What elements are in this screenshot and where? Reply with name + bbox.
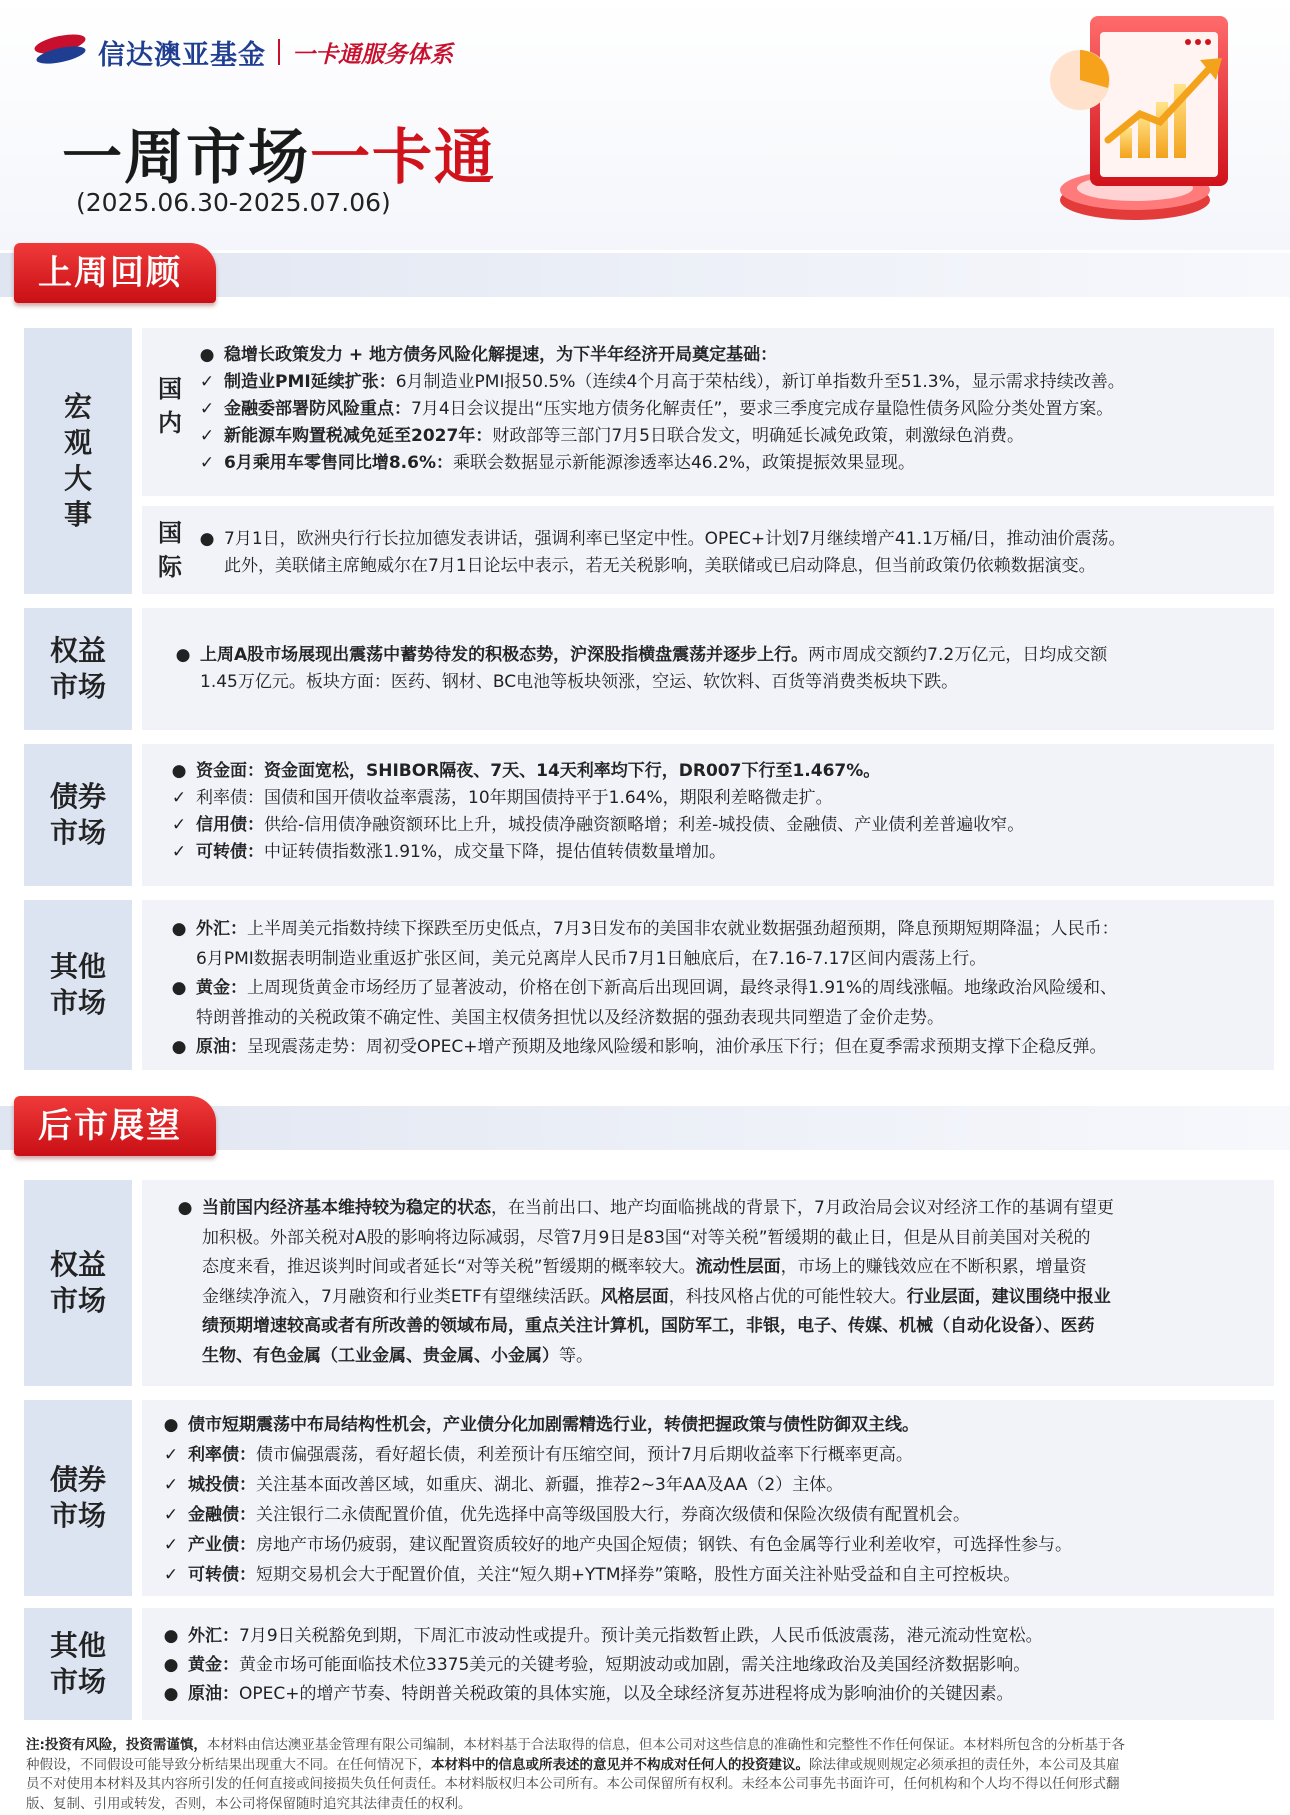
bullet-icon: ● [171,919,187,939]
list-item: ● 上周A股市场展现出震荡中蓄势待发的积极态势，沪深股指横盘震荡并逐步上行。两市周成交额约7.2万亿元，日均成交额 [168,642,1274,669]
list-item-cont: 态度来看，推迟谈判时间或者延长“对等关税”暂缓期的概率较大。流动性层面，市场上的赚钱效应在不断积累，增量资 [202,1257,1087,1277]
service-name: 一卡通服务体系 [292,41,453,68]
macro-domestic-box [142,328,1274,496]
label-equity: 权益 市场 [24,608,132,730]
bullet-icon: ● [163,1655,179,1675]
check-icon: ✓ [199,399,215,419]
section-banner-review [0,243,1290,303]
check-icon: ✓ [199,426,215,446]
list-item-cont: 加积极。外部关税对A股的影响将边际减弱，尽管7月9日是83国“对等关税”暂缓期的截止日，但是从目前美国对关税的 [202,1227,1091,1248]
section-title: 上周回顾 [14,243,216,303]
bullet-icon: ● [163,1415,179,1435]
brand-logo [32,32,453,72]
check-icon: ✓ [171,815,187,835]
list-item: ● 原油：呈现震荡走势：周初受OPEC+增产预期及地缘风险缓和影响，油价承压下行；但在夏季需求预期支撑下企稳反弹。 [164,1033,1274,1063]
list-item: ✓ 金融债：关注银行二永债配置价值，优先选择中高等级国股大行，券商次级债和保险次级债有配置机会。 [156,1500,1274,1530]
section-banner-outlook [0,1096,1290,1156]
growth-chart-illustration-icon [1020,10,1270,235]
list-item-cont: 生物、有色金属（工业金属、贵金属、小金属）等。 [202,1345,593,1366]
list-item: ✓ 利率债：债市偏强震荡，看好超长债，利差预计有压缩空间，预计7月后期收益率下行概率更高。 [156,1440,1274,1470]
date-range: (2025.06.30-2025.07.06) [76,188,391,217]
list-item: ✓ 产业债：房地产市场仍疲弱，建议配置资质较好的地产央国企短债；钢铁、有色金属等行业利差收窄，可选择性参与。 [156,1530,1274,1560]
list-item: ● 外汇：上半周美元指数持续下探跌至历史低点，7月3日发布的美国非农就业数据强劲超预期，降息预期短期降温；人民币： [164,915,1274,945]
label-outlook-bond: 债券 市场 [24,1400,132,1596]
sub-label-domestic: 国 内 [158,375,182,437]
label-other: 其他 市场 [24,900,132,1070]
review-bond-box [142,744,1274,886]
list-item: ✓ 金融委部署防风险重点：7月4日会议提出“压实地方债务化解责任”，要求三季度完成存量隐性债务风险分类处置方案。 [192,396,1274,423]
check-icon: ✓ [171,788,187,808]
list-item: ● 债市短期震荡中布局结构性机会，产业债分化加剧需精选行业，转债把握政策与债性防御双主线。 [156,1410,1274,1440]
list-item: ✓ 可转债：短期交易机会大于配置价值，关注“短久期+YTM择券”策略，股性方面关注补贴受益和自主可控板块。 [156,1560,1274,1590]
bullet-icon: ● [199,345,215,365]
bullet-icon: ● [163,1626,179,1646]
list-item: ● 黄金：上周现货黄金市场经历了显著波动，价格在创下新高后出现回调，最终录得1.91%的周线涨幅。地缘政治风险缓和、 [164,974,1274,1004]
list-item: ✓ 利率债：国债和国开债收益率震荡，10年期国债持平于1.64%，期限利差略微走扩。 [164,785,1274,812]
label-outlook-equity: 权益 市场 [24,1180,132,1386]
list-item-cont: 1.45万亿元。板块方面：医药、钢材、BC电池等板块领涨，空运、软饮料、百货等消费类板块下跌。 [200,672,959,692]
list-item: ✓ 6月乘用车零售同比增8.6%：乘联会数据显示新能源渗透率达46.2%，政策提振效果显现。 [192,450,1274,477]
disclaimer: 注:投资有风险，投资需谨慎，本材料由信达澳亚基金管理有限公司编制，本材料基于合法取得的信息，但本公司对这些信息的准确性和完整性不作任何保证。本材料所包含的分析基于各 种假设，不同假设可能导致分析结果出现重大不同。在任何情况下，本材料中的信息或所表述的意见并不构成对任何人的投资建议。除法律或规则规定必须承担的责任外，本公司及其雇 员不对使用本材料及其内容所引发的任何直接或间接损失负任何责任。本材料版权归本公司所有。本公司保留所有权利。未经本公司事先书面许可，任何机构和个人均不得以任何形式翻 版、复制、引用或转发，否则，本公司将保留随时追究其法律责任的权利。 [26,1737,1125,1812]
list-item: ● 原油：OPEC+的增产节奏、特朗普关税政策的具体实施，以及全球经济复苏进程将成为影响油价的关键因素。 [156,1680,1274,1709]
header [0,0,1290,250]
list-item-cont: 金继续净流入，7月融资和行业类ETF有望继续活跃。风格层面，科技风格占优的可能性较大。行业层面，建议围绕中报业 [202,1286,1111,1307]
label-macro: 宏 观 大 事 [24,328,132,594]
check-icon: ✓ [163,1445,179,1465]
page-title: 一周市场一卡通 [62,123,496,193]
list-item-cont: 此外，美联储主席鲍威尔在7月1日论坛中表示，若无关税影响，美联储或已启动降息，但当前政策仍依赖数据演变。 [224,556,1096,576]
label-outlook-other: 其他 市场 [24,1608,132,1720]
list-item: ✓ 信用债：供给-信用债净融资额环比上升，城投债净融资额略增；利差-城投债、金融债、产业债利差普遍收窄。 [164,812,1274,839]
list-item: ✓ 新能源车购置税减免延至2027年：财政部等三部门7月5日联合发文，明确延长减免政策，刺激绿色消费。 [192,423,1274,450]
check-icon: ✓ [171,842,187,862]
check-icon: ✓ [163,1505,179,1525]
bullet-icon: ● [163,1684,179,1704]
section-title: 后市展望 [14,1096,216,1156]
check-icon: ✓ [163,1475,179,1495]
check-icon: ✓ [199,372,215,392]
list-item: ● 外汇：7月9日关税豁免到期，下周汇市波动性或提升。预计美元指数暂止跌，人民币低波震荡，港元流动性宽松。 [156,1622,1274,1651]
list-item: ✓ 可转债：中证转债指数涨1.91%，成交量下降，提估值转债数量增加。 [164,839,1274,866]
check-icon: ✓ [199,453,215,473]
list-item: ✓ 制造业PMI延续扩张：6月制造业PMI报50.5%（连续4个月高于荣枯线），新订单指数升至51.3%，显示需求持续改善。 [192,369,1274,396]
sub-label-intl: 国 际 [158,519,182,581]
outlook-equity-box [142,1180,1274,1386]
logo-mark-icon [32,32,88,72]
bullet-icon: ● [199,529,215,549]
list-item: ● 当前国内经济基本维持较为稳定的状态，在当前出口、地产均面临挑战的背景下，7月政治局会议对经济工作的基调有望更 [170,1194,1274,1224]
bullet-icon: ● [175,645,191,665]
outlook-bond-box [142,1400,1274,1596]
list-item: ✓ 城投债：关注基本面改善区域，如重庆、湖北、新疆，推荐2~3年AA及AA（2）主体。 [156,1470,1274,1500]
list-item-cont: 特朗普推动的关税政策不确定性、美国主权债务担忧以及经济数据的强劲表现共同塑造了金价走势。 [196,1007,944,1028]
macro-intl-box [142,506,1274,594]
bullet-icon: ● [171,761,187,781]
list-item: ● 资金面：资金面宽松，SHIBOR隔夜、7天、14天利率均下行，DR007下行至1.467%。 [164,758,1274,785]
list-item: ● 7月1日，欧洲央行行长拉加德发表讲话，强调利率已坚定中性。OPEC+计划7月继续增产41.1万桶/日，推动油价震荡。 [192,526,1274,553]
outlook-other-box [142,1608,1274,1720]
brand-name: 信达澳亚基金 [98,39,266,71]
review-equity-box [142,608,1274,730]
bullet-icon: ● [171,978,187,998]
label-bond: 债券 市场 [24,744,132,886]
list-item: ● 稳增长政策发力 + 地方债务风险化解提速，为下半年经济开局奠定基础： [192,342,1274,369]
check-icon: ✓ [163,1565,179,1585]
check-icon: ✓ [163,1535,179,1555]
bullet-icon: ● [177,1198,193,1218]
review-other-box [142,900,1274,1070]
bullet-icon: ● [171,1037,187,1057]
list-item: ● 黄金：黄金市场可能面临技术位3375美元的关键考验，短期波动或加剧，需关注地缘政治及美国经济数据影响。 [156,1651,1274,1680]
list-item-cont: 6月PMI数据表明制造业重返扩张区间，美元兑离岸人民币7月1日触底后，在7.16-7.17区间内震荡上行。 [196,948,987,969]
list-item-cont: 绩预期增速较高或者有所改善的领域布局，重点关注计算机，国防军工，非银，电子、传媒、机械（自动化设备）、医药 [202,1316,1095,1336]
